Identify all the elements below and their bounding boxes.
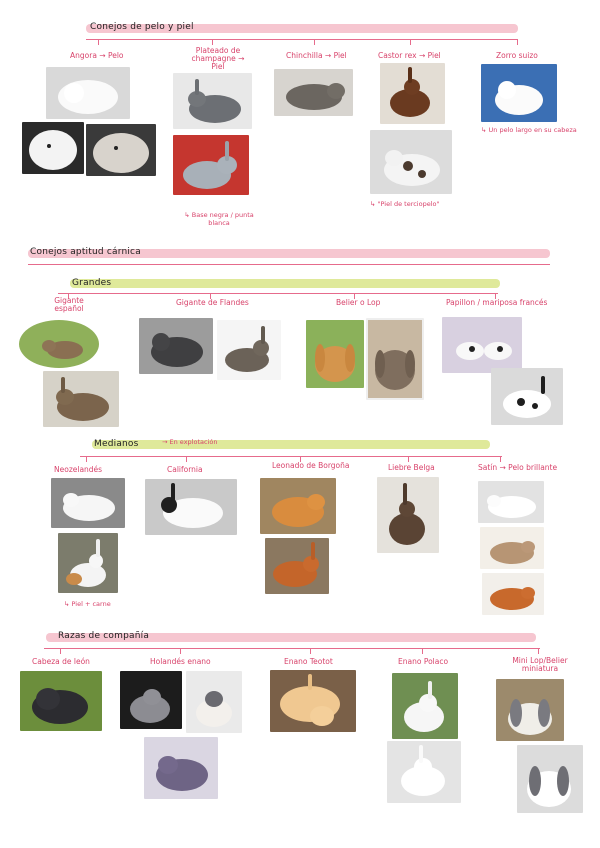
label-enano-polaco: Enano Polaco — [398, 657, 449, 666]
label-plateado: Plateado de champagne → Piel — [191, 46, 245, 71]
rabbit-photo-icon — [144, 737, 218, 799]
rabbit-photo-icon — [442, 317, 522, 373]
branch-tick — [86, 456, 87, 462]
rabbit-photo-icon — [274, 69, 353, 116]
rabbit-photo-icon — [22, 122, 84, 174]
rabbit-photo-icon — [217, 320, 281, 380]
label-liebre: Liebre Belga — [388, 463, 435, 472]
rabbit-photo-icon — [270, 670, 356, 732]
label-cabeza-leon: Cabeza de león — [32, 657, 90, 666]
branch-tick — [410, 39, 411, 45]
photo-gigante-flandes-1 — [139, 318, 213, 374]
photo-enano-polaco-2 — [387, 741, 461, 803]
photo-belier-1 — [306, 320, 364, 388]
photo-angora-2 — [22, 122, 84, 174]
photo-liebre — [377, 477, 439, 553]
branch-tick — [60, 648, 61, 654]
label-california: California — [167, 465, 203, 474]
label-enano-teotot: Enano Teotot — [284, 657, 333, 666]
label-leonado: Leonado de Borgoña — [272, 461, 350, 470]
label-mini-lop: Mini Lop/Belier miniatura — [512, 656, 568, 673]
photo-leonado-1 — [260, 478, 336, 534]
rabbit-photo-icon — [491, 368, 563, 425]
rabbit-photo-icon — [306, 320, 364, 388]
branch-tick — [408, 456, 409, 462]
branch-tick — [186, 456, 187, 462]
note-zorro: ↳ Un pelo largo en su cabeza — [481, 126, 577, 134]
branch-tick — [310, 648, 311, 654]
photo-neozelandes-1 — [51, 478, 125, 528]
note-castor: ↳ "Piel de terciopelo" — [370, 200, 440, 208]
photo-angora-1 — [46, 67, 130, 119]
branch-line — [44, 648, 540, 649]
photo-gigante-flandes-2 — [217, 320, 281, 380]
rabbit-photo-icon — [173, 135, 249, 195]
rabbit-photo-icon — [120, 671, 182, 729]
rabbit-photo-icon — [481, 64, 557, 122]
rabbit-photo-icon — [186, 671, 242, 733]
photo-enano-polaco-1 — [392, 673, 458, 739]
branch-line — [86, 39, 518, 40]
label-gigante-espanol: Gigante español — [54, 296, 84, 313]
branch-tick — [517, 39, 518, 45]
rabbit-photo-icon — [58, 533, 118, 593]
label-castor: Castor rex → Piel — [378, 51, 441, 60]
label-chinchilla: Chinchilla → Piel — [286, 51, 347, 60]
photo-satin-2 — [480, 527, 544, 569]
photo-gigante-espanol-1 — [19, 320, 99, 368]
rabbit-photo-icon — [265, 538, 329, 594]
photo-angora-3 — [86, 124, 156, 176]
label-holandes: Holandés enano — [150, 657, 211, 666]
photo-holandes-1 — [120, 671, 182, 729]
rabbit-photo-icon — [145, 479, 237, 535]
rabbit-photo-icon — [260, 478, 336, 534]
photo-holandes-3 — [144, 737, 218, 799]
section-title-pelo-piel: Conejos de pelo y piel — [90, 22, 194, 32]
photo-satin-3 — [482, 573, 544, 615]
photo-castor-1 — [380, 63, 445, 124]
photo-neozelandes-2 — [58, 533, 118, 593]
photo-leonado-2 — [265, 538, 329, 594]
branch-tick — [314, 39, 315, 45]
label-belier: Belier o Lop — [336, 298, 381, 307]
section-title-compania: Razas de compañía — [58, 631, 150, 641]
branch-tick — [98, 39, 99, 45]
section-divider — [28, 264, 550, 265]
branch-tick — [180, 648, 181, 654]
subsection-title-grandes: Grandes — [72, 278, 112, 288]
branch-tick — [212, 39, 213, 45]
rabbit-photo-icon — [480, 527, 544, 569]
photo-cabeza-leon — [20, 671, 102, 731]
rabbit-photo-icon — [496, 679, 564, 741]
note-neozelandes: ↳ Piel + carne — [64, 600, 111, 608]
section-title-aptitud: Conejos aptitud cárnica — [30, 247, 141, 257]
branch-tick — [538, 648, 539, 654]
subsection-title-medianos: Medianos — [94, 439, 139, 449]
subsection-highlight — [70, 279, 500, 288]
note-explotacion: → En explotación — [162, 438, 218, 446]
rabbit-photo-icon — [380, 63, 445, 124]
rabbit-photo-icon — [387, 741, 461, 803]
photo-mini-lop-2 — [517, 745, 583, 813]
photo-satin-1 — [478, 481, 544, 523]
label-neozelandes: Neozelandés — [54, 465, 103, 474]
photo-papillon-2 — [491, 368, 563, 425]
photo-enano-teotot — [270, 670, 356, 732]
branch-line — [80, 456, 502, 457]
rabbit-photo-icon — [20, 671, 102, 731]
label-papillon: Papillon / mariposa francés — [446, 298, 548, 307]
rabbit-photo-icon — [478, 481, 544, 523]
note-plateado: ↳ Base negra / punta blanca — [184, 211, 254, 227]
photo-zorro — [481, 64, 557, 122]
rabbit-photo-icon — [46, 67, 130, 119]
rabbit-photo-icon — [86, 124, 156, 176]
photo-plateado-1 — [173, 73, 252, 129]
rabbit-photo-icon — [368, 320, 422, 398]
rabbit-photo-icon — [377, 477, 439, 553]
branch-tick — [422, 648, 423, 654]
photo-plateado-2 — [173, 135, 249, 195]
photo-california — [145, 479, 237, 535]
branch-tick — [500, 456, 501, 462]
rabbit-photo-icon — [517, 745, 583, 813]
subsection-highlight — [92, 440, 490, 449]
photo-holandes-2 — [186, 671, 242, 733]
photo-belier-2 — [366, 318, 424, 400]
label-satin: Satín → Pelo brillante — [478, 463, 558, 472]
rabbit-photo-icon — [370, 130, 452, 194]
rabbit-photo-icon — [173, 73, 252, 129]
rabbit-photo-icon — [392, 673, 458, 739]
rabbit-photo-icon — [19, 320, 99, 368]
label-zorro: Zorro suizo — [496, 51, 538, 60]
branch-line — [58, 293, 498, 294]
label-angora: Angora → Pelo — [70, 51, 124, 60]
photo-mini-lop-1 — [496, 679, 564, 741]
photo-castor-2 — [370, 130, 452, 194]
rabbit-photo-icon — [139, 318, 213, 374]
rabbit-photo-icon — [51, 478, 125, 528]
rabbit-photo-icon — [43, 371, 119, 427]
photo-chinchilla — [274, 69, 353, 116]
photo-gigante-espanol-2 — [43, 371, 119, 427]
photo-papillon-1 — [442, 317, 522, 373]
rabbit-photo-icon — [482, 573, 544, 615]
label-gigante-flandes: Gigante de Flandes — [176, 298, 249, 307]
